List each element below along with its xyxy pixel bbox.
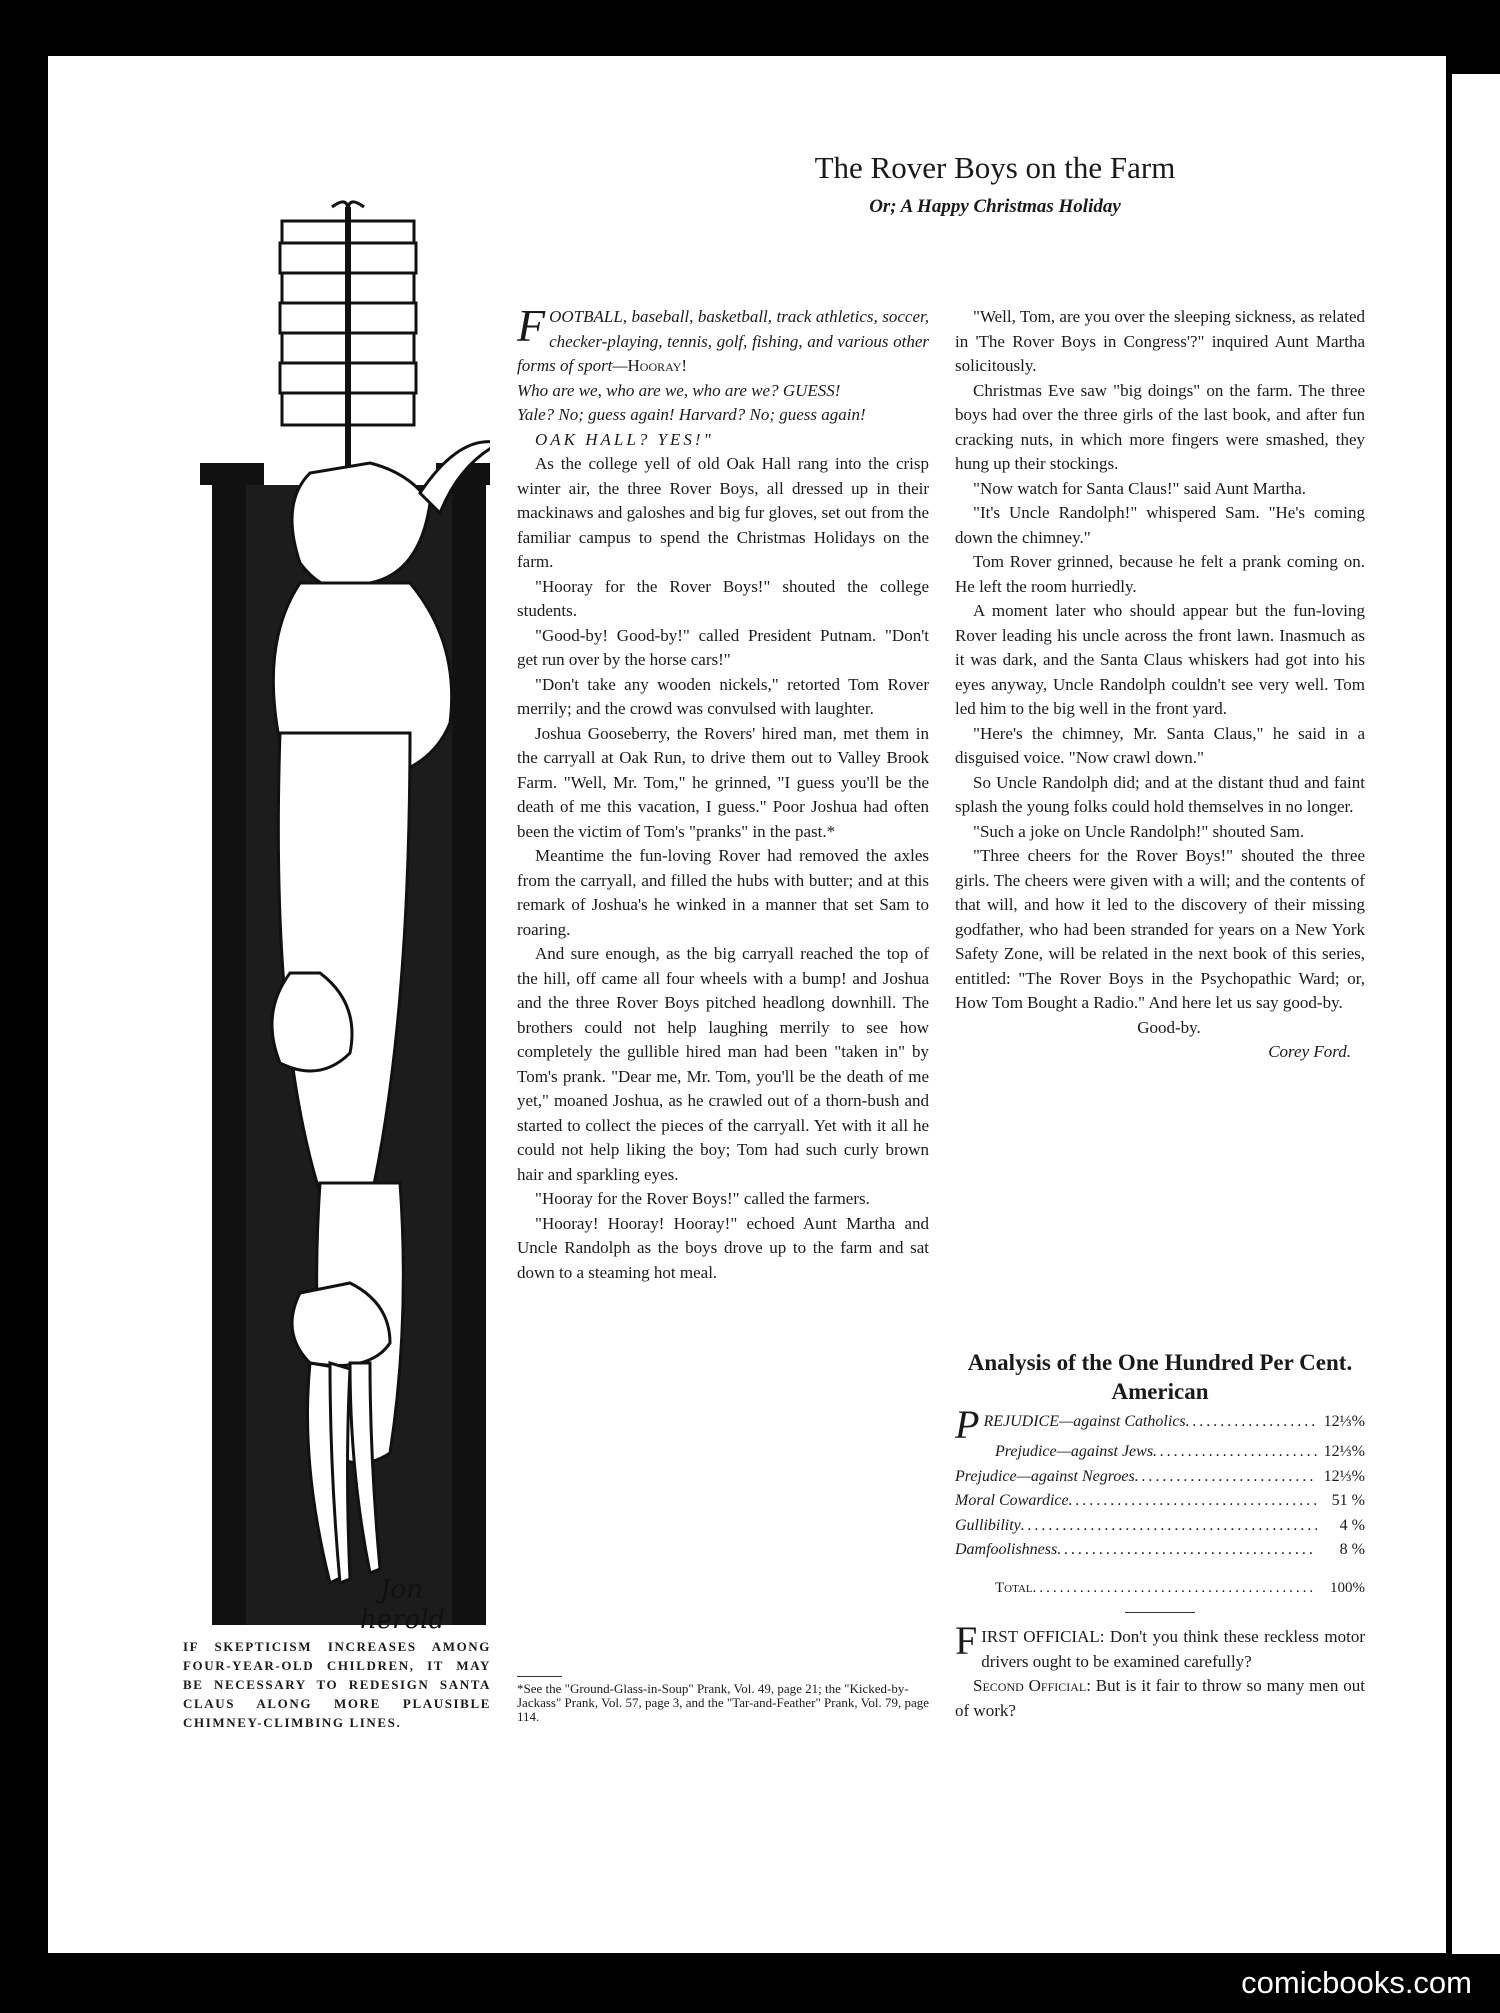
paragraph: "Hooray for the Rover Boys!" called the farmers.: [535, 1189, 870, 1208]
paragraph: As the college yell of old Oak Hall rang into the crisp winter air, the three Rover Boys, all dressed up in their mackinaws and galoshes and big fur gloves, set out from the familiar campus to spend the Christmas Holidays on the farm.: [517, 454, 929, 571]
article-column-1: [517, 300, 929, 1285]
second-official-line: Second Official: But is it fair to throw so many men out of work?: [955, 1676, 1365, 1720]
dropcap-f2: F: [955, 1618, 978, 1663]
illustration-caption: IF SKEPTICISM INCREASES AMONG FOUR-YEAR-OLD CHILDREN, IT MAY BE NECESSARY TO REDESIGN SANTA CLAUS ALONG MORE PLAUSIBLE CHIMNEY-CLIMBING LINES.: [183, 1639, 491, 1730]
paragraph: Meantime the fun-loving Rover had removed the axles from the carryall, and filled the hubs with butter; and at this remark of Joshua's he winked in a manner that set Sam to roaring.: [517, 846, 929, 939]
paragraph: "Don't take any wooden nickels," retorted Tom Rover merrily; and the crowd was convulsed with laughter.: [517, 674, 929, 718]
footnote-rule: [517, 1676, 562, 1677]
analysis-table: [955, 1402, 1365, 1563]
paragraph: "Such a joke on Uncle Randolph!" shouted Sam.: [973, 821, 1305, 841]
total-label: Total: [995, 1580, 1033, 1596]
paragraph: Christmas Eve saw "big doings" on the farm. The three boys had over the three girls of the last book, and after fun cracking nuts, in which more fingers were smashed, they hung up their stockings.: [955, 380, 1365, 473]
first-official-line: FIRST OFFICIAL: Don't you think these reckless motor drivers ought to be examined carefully?: [955, 1618, 1365, 1671]
total-value: 100%: [1330, 1580, 1365, 1596]
gift-stack: [280, 202, 416, 483]
illustration-signature-bottom: herold: [360, 1605, 446, 1633]
analysis-row: Moral Cowardice ..... 51 %: [955, 1489, 1365, 1514]
section-rule: [1125, 1612, 1195, 1613]
analysis-row: PREJUDICE—against Catholics ..... 12⅓%: [955, 1410, 1365, 1440]
paragraph: "Now watch for Santa Claus!" said Aunt Martha.: [973, 478, 1307, 498]
analysis-row: Damfoolishness ..... 8 %: [955, 1538, 1365, 1563]
article-column-2: [955, 305, 1365, 1065]
santa-chimney-illustration: [200, 193, 490, 1633]
paragraph: "Hooray! Hooray! Hooray!" echoed Aunt Martha and Uncle Randolph as the boys drove up to the farm and sat down to a steaming hot meal.: [517, 1213, 929, 1282]
analysis-row: Prejudice—against Negroes ..... 12⅓%: [955, 1465, 1365, 1490]
paragraph: "Good-by! Good-by!" called President Putnam. "Don't get run over by the horse cars!": [517, 625, 929, 669]
article-intro: FOOTBALL, baseball, basketball, track athletics, soccer, checker-playing, tennis, golf, fishing, and various other forms of sport—Hooray!: [517, 300, 929, 375]
next-page-edge: [1452, 74, 1500, 1954]
analysis-row: Gullibility ..... 4 %: [955, 1514, 1365, 1539]
officials-joke: [955, 1618, 1365, 1723]
cheer-line-3: OAK HALL? YES!": [535, 429, 714, 449]
paragraph: Joshua Gooseberry, the Rovers' hired man, met them in the carryall at Oak Run, to drive them out to Valley Brook Farm. "Well, Mr. Tom," he grinned, "I guess you'll be the death of me this vacation, I guess." Poor Joshua had often been the victim of Tom's "pranks" in the past.*: [517, 723, 929, 841]
article-subtitle: Or; A Happy Christmas Holiday: [869, 196, 1121, 217]
paragraph: And sure enough, as the big carryall reached the top of the hill, off came all four wheels with a bump! and Joshua and the three Rover Boys pitched headlong downhill. The brothers could not help laughing merrily to see how completely the gullible hired man had been "taken in" by Tom's prank. "Dear me, Mr. Tom, you'll be the death of me yet," moaned Joshua, as he crawled out of a thorn-bush and started to collect the pieces of the carryall. Yet with it all he could not help liking the boy; Tom had such curly brown hair and sparkling eyes.: [517, 944, 929, 1184]
analysis-row: Prejudice—against Jews ..... 12⅓%: [955, 1440, 1365, 1465]
goodby-line: Good-by.: [1137, 1017, 1201, 1037]
footnote: *See the "Ground-Glass-in-Soup" Prank, Vol. 49, page 21; the "Kicked-by-Jackass" Prank, Vol. 57, page 3, and the "Tar-and-Feather" Prank, Vol. 79, page 114.: [517, 1681, 930, 1724]
cheer-line-1: Who are we, who are we, who are we? GUESS!: [517, 380, 841, 400]
analysis-total-row: [995, 1580, 1365, 1597]
dropcap-p: P: [955, 1402, 980, 1447]
analysis-title: Analysis of the One Hundred Per Cent. American: [967, 1350, 1353, 1404]
paragraph: So Uncle Randolph did; and at the distant thud and faint splash the young folks could hold themselves in no longer.: [955, 772, 1365, 816]
paragraph: A moment later who should appear but the fun-loving Rover leading his uncle across the front lawn. Inasmuch as it was dark, and the Santa Claus whiskers had got into his eyes anyway, Uncle Randolph couldn't see very well. Tom led him to the big well in the front yard.: [955, 601, 1365, 718]
author-signature: Corey Ford.: [1268, 1042, 1351, 1061]
paragraph: "It's Uncle Randolph!" whispered Sam. "He's coming down the chimney.": [955, 503, 1365, 547]
paragraph: "Hooray for the Rover Boys!" shouted the college students.: [517, 576, 929, 620]
paragraph: Tom Rover grinned, because he felt a prank coming on. He left the room hurriedly.: [955, 552, 1365, 596]
paragraph: "Here's the chimney, Mr. Santa Claus," he said in a disguised voice. "Now crawl down.": [955, 723, 1365, 767]
dropcap-f: F: [517, 300, 546, 351]
illustration-signature-top: Jon: [380, 1575, 423, 1605]
article-title: The Rover Boys on the Farm: [814, 150, 1176, 185]
paragraph: "Three cheers for the Rover Boys!" shouted the three girls. The cheers were given with a will; and the contents of that will, and how it led to the discovery of their missing godfather, who had been stranded for years on a New York Safety Zone, will be related in the next book of this series, entitled: "The Rover Boys in the Psychopathic Ward; or, How Tom Bought a Radio." And here let us say good-by.: [955, 846, 1365, 1012]
cheer-line-2: Yale? No; guess again! Harvard? No; guess again!: [517, 405, 866, 424]
watermark: comicbooks.com: [1241, 1965, 1472, 2000]
paragraph: "Well, Tom, are you over the sleeping sickness, as related in 'The Rover Boys in Congress'?" inquired Aunt Martha solicitously.: [955, 307, 1365, 375]
